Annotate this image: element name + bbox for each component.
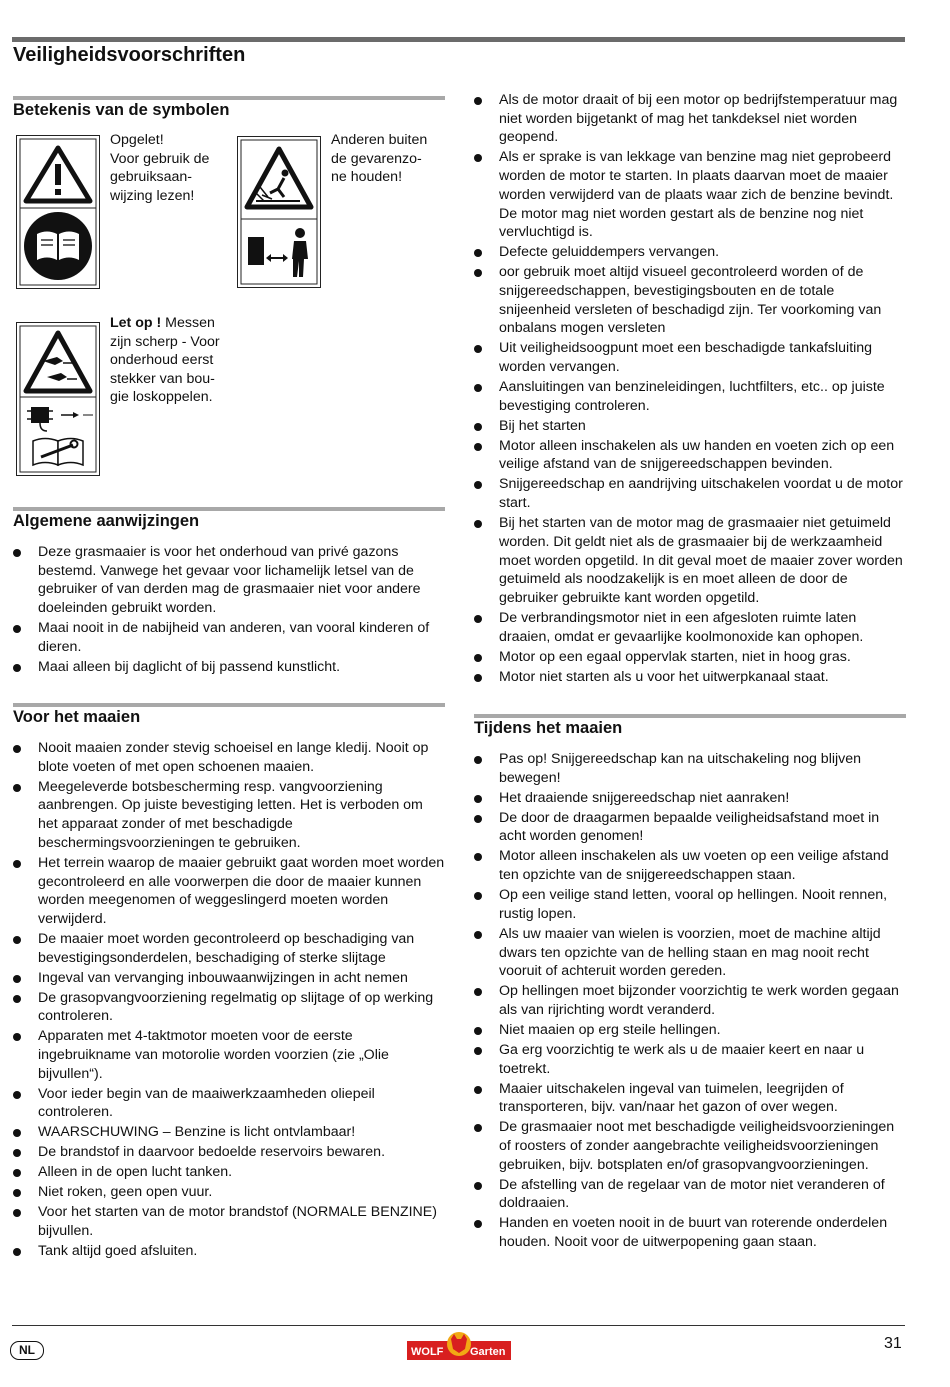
list-item: Als uw maaier van wielen is voorzien, moet de machine altijd dwars ten opzichte van de helling staan en mag nooit recht vooruit of achteruit worden gereden. <box>474 925 906 981</box>
list-item: Alleen in de open lucht tanken. <box>13 1163 445 1182</box>
list-item: Op een veilige stand letten, vooral op hellingen. Nooit rennen, rustig lopen. <box>474 886 906 923</box>
list-item: Motor alleen inschakelen als uw handen en voeten zich op een veilige afstand van de snijgereedschappen bevinden. <box>474 437 906 474</box>
algemene-list <box>13 543 445 678</box>
list-item: Handen en voeten nooit in de buurt van roterende onderdelen houden. Nooit voor de uitwerpopening gaan staan. <box>474 1214 906 1251</box>
list-item: De brandstof in daarvoor bedoelde reservoirs bewaren. <box>13 1143 445 1162</box>
footer-rule <box>12 1325 905 1326</box>
list-item: Snijgereedschap en aandrijving uitschakelen voordat u de motor start. <box>474 475 906 512</box>
list-item: Tank altijd goed afsluiten. <box>13 1242 445 1261</box>
list-item: Ingeval van vervanging inbouwaanwijzingen in acht nemen <box>13 969 445 988</box>
logo-text-right: Garten <box>470 1346 506 1358</box>
maintenance-manual-icon <box>33 439 83 466</box>
list-item: WAARSCHUWING – Benzine is licht ontvlambaar! <box>13 1123 445 1142</box>
top-rule <box>12 37 905 42</box>
symbol-caption-keep-away: Anderen buiten de gevarenzo- ne houden! <box>331 132 428 186</box>
right-list <box>474 91 906 688</box>
read-manual-icon <box>24 212 92 280</box>
symbols-heading: Betekenis van de symbolen <box>13 101 230 119</box>
list-item: Als de motor draait of bij een motor op bedrijfstemperatuur mag niet worden bijgetankt of mag het tankdeksel niet worden geopend. <box>474 91 906 147</box>
voor-heading: Voor het maaien <box>13 708 141 726</box>
list-item: Het draaiende snijgereedschap niet aanraken! <box>474 789 906 808</box>
wolf-garten-logo <box>407 1331 511 1361</box>
page-title: Veiligheidsvoorschriften <box>13 44 246 66</box>
list-item: Voor ieder begin van de maaiwerkzaamheden oliepeil controleren. <box>13 1085 445 1122</box>
list-item: oor gebruik moet altijd visueel gecontroleerd worden of de snijgereedschappen, bevestigingsbouten en de totale snijeenheid versleten of beschadigd zijn. Ter voorkoming van onbalans mogen versleten <box>474 263 906 338</box>
list-item: Maai nooit in de nabijheid van anderen, van vooral kinderen of dieren. <box>13 619 445 656</box>
section-rule <box>13 507 445 511</box>
list-item: Op hellingen moet bijzonder voorzichtig te werk worden gegaan als van rijrichting wordt veranderd. <box>474 982 906 1019</box>
projectile-warning-icon <box>247 149 311 207</box>
symbol-keep-away <box>237 136 321 288</box>
list-item: De maaier moet worden gecontroleerd op beschadiging van bevestigingsonderdelen, beschadiging of sterke slijtage <box>13 930 445 967</box>
list-item: Nooit maaien zonder stevig schoeisel en lange kledij. Nooit op blote voeten of met open schoenen maaien. <box>13 739 445 776</box>
warning-triangle-icon <box>26 148 90 201</box>
list-item: Bij het starten <box>474 417 906 436</box>
list-item: Deze grasmaaier is voor het onderhoud van privé gazons bestemd. Vanwege het gevaar voor lichamelijk letsel van de gebruiker of van derden mag de grasmaaier niet voor andere doeleinden gebruikt worden. <box>13 543 445 618</box>
list-item: Bij het starten van de motor mag de grasmaaier niet getuimeld worden. Dit geldt niet als de grasmaaier bij de werkzaamheid moet worden opgetild. In dit geval moet de maaier zover worden getuimeld als noodzakelijk is en moet alleen de door de gebruiker gebruikte kant worden opgetild. <box>474 514 906 608</box>
voor-list <box>13 739 445 1262</box>
list-item: Motor alleen inschakelen als uw voeten op een veilige afstand ten opzichte van de snijgereedschappen staan. <box>474 847 906 884</box>
list-item: Pas op! Snijgereedschap kan na uitschakeling nog blijven bewegen! <box>474 750 906 787</box>
list-item: Motor niet starten als u voor het uitwerpkanaal staat. <box>474 668 906 687</box>
list-item: De verbrandingsmotor niet in een afgesloten ruimte laten draaien, omdat er gevaarlijke koolmonoxide kan ophopen. <box>474 609 906 646</box>
symbol-caption-sharp-blades: Let op ! Messen zijn scherp - Voor onderhoud eerst stekker van bou- gie loskoppelen. <box>110 315 220 406</box>
blade-warning-icon <box>26 333 90 391</box>
section-rule <box>474 714 906 718</box>
list-item: Voor het starten van de motor brandstof (NORMALE BENZINE) bijvullen. <box>13 1203 445 1240</box>
unplug-icon <box>27 407 93 431</box>
algemene-heading: Algemene aanwijzingen <box>13 512 200 530</box>
list-item: Het terrein waarop de maaier gebruikt gaat worden moet worden gecontroleerd en alle voorwerpen die door de maaier kunnen worden meegenomen of weggeslingerd moeten worden verwijderd. <box>13 854 445 929</box>
list-item: Maai alleen bij daglicht of bij passend kunstlicht. <box>13 658 445 677</box>
section-rule <box>13 703 445 707</box>
list-item: De grasmaaier noot met beschadigde veiligheidsvoorzieningen of roosters of zonder aangebrachte veiligheidsvoorzieningen gebruiken, bijv. botsplaten en/of grasopvangvoorzieningen. <box>474 1118 906 1174</box>
symbol-caption-read-manual: Opgelet! Voor gebruik de gebruiksaan- wijzing lezen! <box>110 132 210 204</box>
symbol-read-manual <box>16 135 100 289</box>
list-item: De afstelling van de regelaar van de motor niet veranderen of doldraaien. <box>474 1176 906 1213</box>
language-badge: NL <box>10 1341 44 1360</box>
symbol-sharp-blades <box>16 322 100 476</box>
tijdens-list <box>474 750 906 1253</box>
page-number: 31 <box>884 1335 902 1352</box>
list-item: De grasopvangvoorziening regelmatig op slijtage of op werking controleren. <box>13 989 445 1026</box>
safe-distance-icon <box>248 228 308 277</box>
list-item: De door de draagarmen bepaalde veiligheidsafstand moet in acht worden genomen! <box>474 809 906 846</box>
list-item: Meegeleverde botsbescherming resp. vangvoorziening aanbrengen. Op juiste bevestiging letten. Het is verboden om het apparaat zonder of met beschadigde beschermingsvoorzieningen te gebruiken. <box>13 778 445 853</box>
list-item: Ga erg voorzichtig te werk als u de maaier keert en naar u toetrekt. <box>474 1041 906 1078</box>
tijdens-heading: Tijdens het maaien <box>474 719 623 737</box>
logo-text-left: WOLF <box>411 1346 444 1358</box>
list-item: Defecte geluiddempers vervangen. <box>474 243 906 262</box>
section-rule <box>13 96 445 100</box>
list-item: Apparaten met 4-taktmotor moeten voor de eerste ingebruikname van motorolie worden voorzien (zie „Olie bijvullen“). <box>13 1027 445 1083</box>
list-item: Motor op een egaal oppervlak starten, niet in hoog gras. <box>474 648 906 667</box>
list-item: Maaier uitschakelen ingeval van tuimelen, leegrijden of transporteren, bijv. van/naar het gazon of over wegen. <box>474 1080 906 1117</box>
list-item: Als er sprake is van lekkage van benzine mag niet geprobeerd worden de motor te starten. In plaats daarvan moet de maaier worden verwijderd van de plaats waar zich de benzine bevindt. De motor mag niet worden gestart als de benzine nog niet vervluchtigd is. <box>474 148 906 242</box>
list-item: Niet maaien op erg steile hellingen. <box>474 1021 906 1040</box>
list-item: Aansluitingen van benzineleidingen, luchtfilters, etc.. op juiste bevestiging controleren. <box>474 378 906 415</box>
list-item: Niet roken, geen open vuur. <box>13 1183 445 1202</box>
list-item: Uit veiligheidsoogpunt moet een beschadigde tankafsluiting worden vervangen. <box>474 339 906 376</box>
